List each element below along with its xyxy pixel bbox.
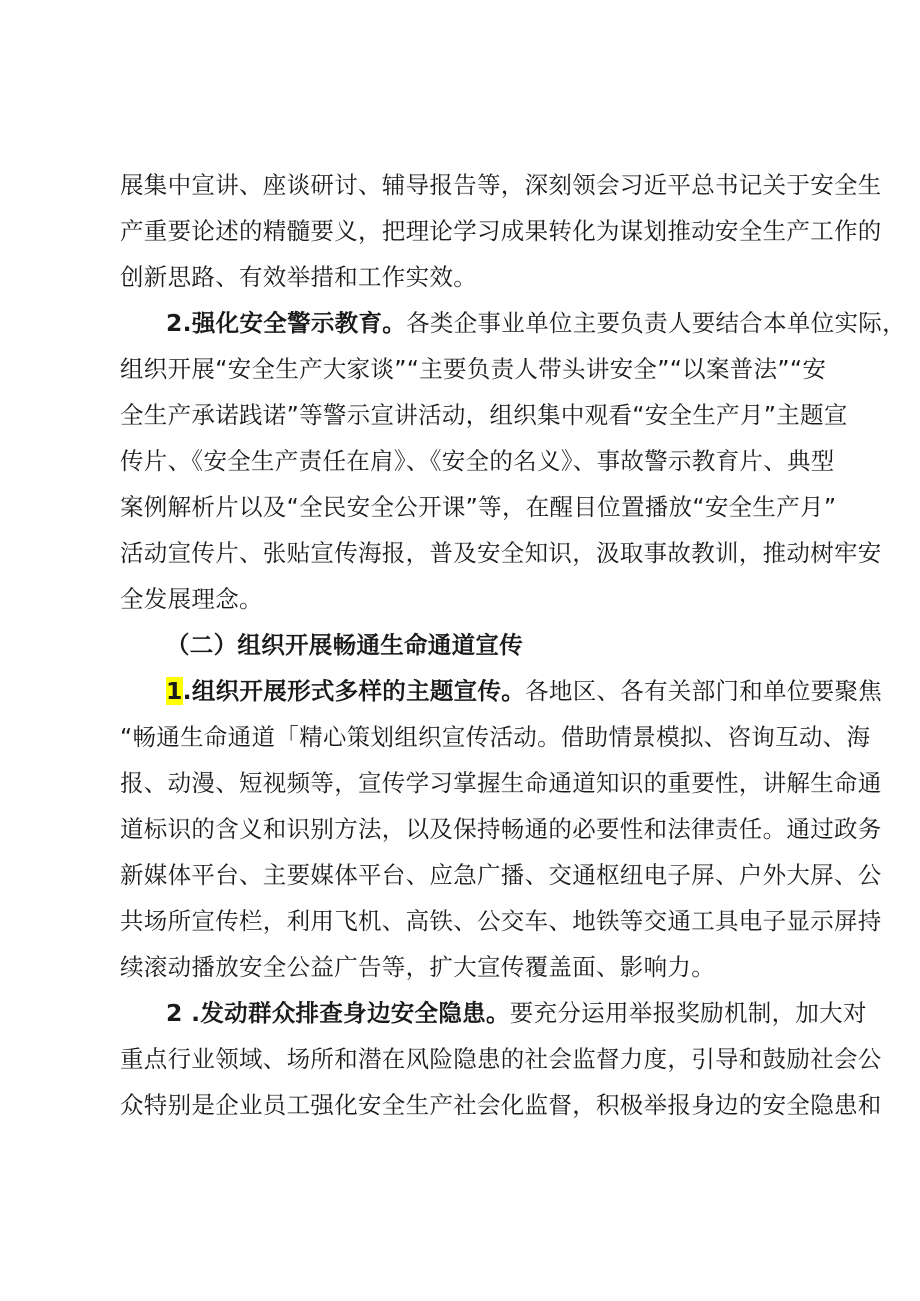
text-line: 展集中宣讲、座谈研讨、辅导报告等，深刻领会习近平总书记关于安全生 <box>120 171 882 199</box>
item-text: 各地区、各有关部门和单位要聚焦 <box>525 677 883 705</box>
paragraph-heading-line <box>166 667 883 715</box>
item-heading: .组织开展形式多样的主题宣传。 <box>182 677 526 705</box>
text-line: 重点行业领域、场所和潜在风险隐患的社会监督力度，引导和鼓励社会公 <box>120 1045 882 1073</box>
text-line: 创新思路、有效举措和工作实效。 <box>120 263 477 291</box>
text-line: 道标识的含义和识别方法，以及保持畅通的必要性和法律责任。通过政务 <box>120 815 882 843</box>
text-line: 报、动漫、短视频等，宣传学习掌握生命通道知识的重要性，讲解生命通 <box>120 769 882 797</box>
item-text: 要充分运用举报奖励机制，加大对 <box>509 999 867 1027</box>
item-text: 各类企事业单位主要负责人要结合本单位实际， <box>406 309 906 337</box>
item-heading: 2.强化安全警示教育。 <box>166 309 407 337</box>
highlighted-number: 1 <box>166 677 183 705</box>
paragraph-heading-line <box>166 299 906 347</box>
text-line: 活动宣传片、张贴宣传海报，普及安全知识，汲取事故教训，推动树牢安 <box>120 539 882 567</box>
text-line: 传片、《安全生产责任在肩》、《安全的名义》、事故警示教育片、典型 <box>120 447 835 475</box>
text-line: 全发展理念。 <box>120 585 263 613</box>
text-line: 产重要论述的精髓要义，把理论学习成果转化为谋划推动安全生产工作的 <box>120 217 882 245</box>
item-heading: 2 .发动群众排查身边安全隐患。 <box>166 999 510 1027</box>
text-line: 新媒体平台、主要媒体平台、应急广播、交通枢纽电子屏、户外大屏、公 <box>120 861 882 889</box>
text-line: 众特别是企业员工强化安全生产社会化监督，积极举报身边的安全隐患和 <box>120 1091 882 1119</box>
text-line: 全生产承诺践诺”等警示宣讲活动，组织集中观看“安全生产月”主题宣 <box>120 401 848 429</box>
text-line: 续滚动播放安全公益广告等，扩大宣传覆盖面、影响力。 <box>120 953 715 981</box>
text-line: 组织开展“安全生产大家谈”“主要负责人带头讲安全”“以案普法”“安 <box>120 355 827 383</box>
text-line: “畅通生命通道「精心策划组织宣传活动。借助情景模拟、咨询互动、海 <box>120 723 871 751</box>
text-line: 案例解析片以及“全民安全公开课”等，在醒目位置播放“安全生产月” <box>120 493 837 521</box>
section-heading: （二）组织开展畅通生命通道宣传 <box>166 631 523 659</box>
paragraph-heading-line <box>166 989 867 1037</box>
text-line: 共场所宣传栏，利用飞机、高铁、公交车、地铁等交通工具电子显示屏持 <box>120 907 882 935</box>
